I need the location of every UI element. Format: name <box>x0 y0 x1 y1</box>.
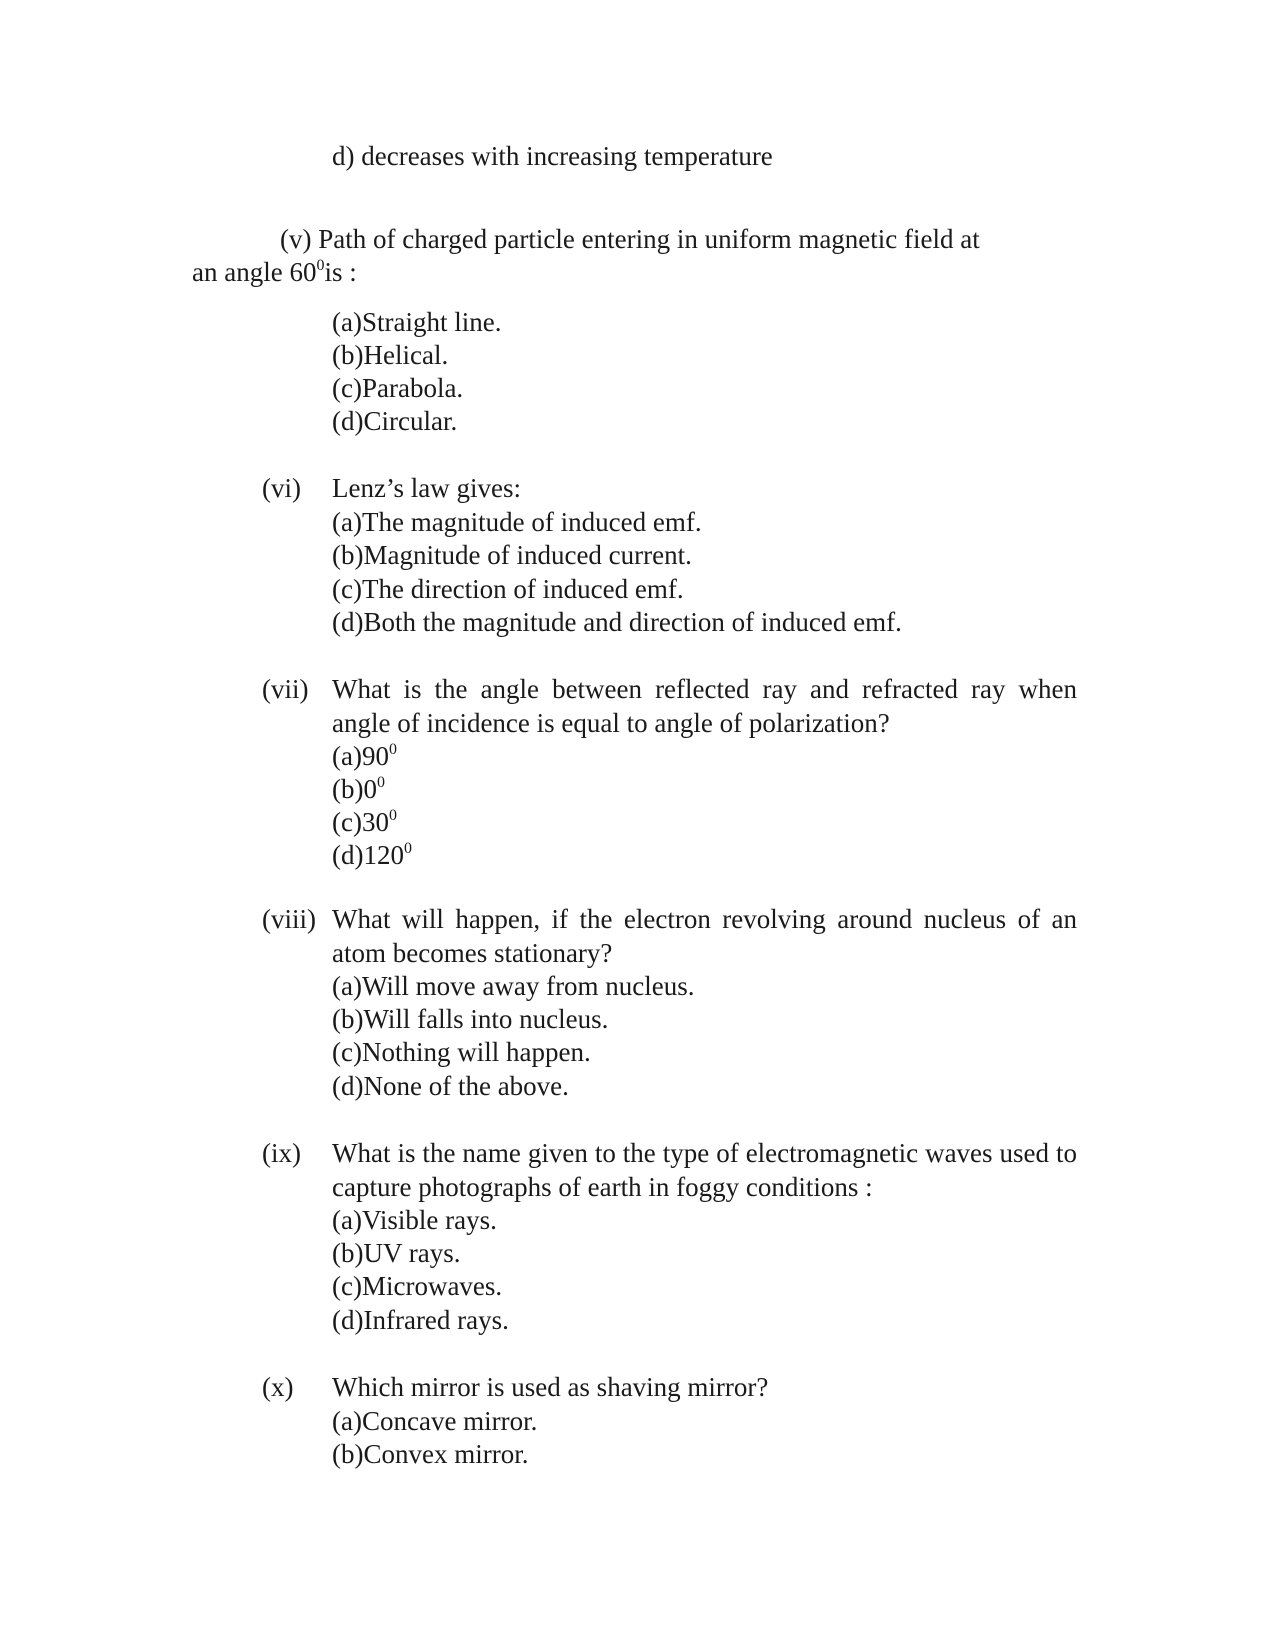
q6-option-b: (b)Magnitude of induced current. <box>332 540 692 570</box>
q10-option-a: (a)Concave mirror. <box>332 1406 538 1436</box>
q9-option-c: (c)Microwaves. <box>332 1271 503 1301</box>
q5-option-b: (b)Helical. <box>332 340 449 370</box>
question-v-suffix: is : <box>324 257 357 287</box>
q6-option-c: (c)The direction of induced emf. <box>332 574 684 604</box>
q8-option-c: (c)Nothing will happen. <box>332 1037 591 1067</box>
question-v-text-line2 <box>192 256 357 288</box>
q10-option-b: (b)Convex mirror. <box>332 1439 529 1469</box>
question-number: (x) <box>262 1372 294 1402</box>
degree-superscript: 0 <box>376 774 385 791</box>
degree-superscript: 0 <box>388 741 397 758</box>
question-v-text-line1: (v) Path of charged particle entering in uniform magnetic field at <box>280 224 980 254</box>
degree-superscript: 0 <box>403 840 412 857</box>
degree-superscript: 0 <box>316 257 325 274</box>
question-text: What is the angle between reflected ray and refracted ray when angle of incidence is equal to angle of polarization? <box>332 674 1077 738</box>
q5-option-c: (c)Parabola. <box>332 373 464 403</box>
option-d-previous: d) decreases with increasing temperature <box>332 141 773 171</box>
q7-option-c: $(c)30^0$ <box>332 807 397 837</box>
q9-option-a: (a)Visible rays. <box>332 1205 497 1235</box>
question-text: What is the name given to the type of electromagnetic waves used to capture photographs of earth in foggy conditions : <box>332 1138 1077 1202</box>
q7-option-b: $(b)0^0$ <box>332 774 385 804</box>
question-number: (vi) <box>262 473 301 503</box>
q9-option-d: (d)Infrared rays. <box>332 1305 509 1335</box>
question-text: What will happen, if the electron revolving around nucleus of an atom becomes stationary? <box>332 904 1077 968</box>
degree-superscript: 0 <box>388 807 397 824</box>
question-text: Which mirror is used as shaving mirror? <box>332 1372 769 1402</box>
q5-option-d: (d)Circular. <box>332 406 458 436</box>
question-number: (ix) <box>262 1138 301 1168</box>
q6-option-a: (a)The magnitude of induced emf. <box>332 507 702 537</box>
q7-option-d: $(d)120^0$ <box>332 840 412 870</box>
question-number: (viii) <box>262 904 316 934</box>
q8-option-d: (d)None of the above. <box>332 1071 569 1101</box>
q6-option-d: (d)Both the magnitude and direction of induced emf. <box>332 607 902 637</box>
q8-option-b: (b)Will falls into nucleus. <box>332 1004 609 1034</box>
question-text: Lenz’s law gives: <box>332 473 521 503</box>
q9-option-b: (b)UV rays. <box>332 1238 461 1268</box>
angle-text: an angle 60 <box>192 257 317 287</box>
q5-option-a: (a)Straight line. <box>332 307 502 337</box>
q8-option-a: (a)Will move away from nucleus. <box>332 971 695 1001</box>
q7-option-a: $(a)90^0$ <box>332 741 397 771</box>
question-number: (vii) <box>262 674 309 704</box>
